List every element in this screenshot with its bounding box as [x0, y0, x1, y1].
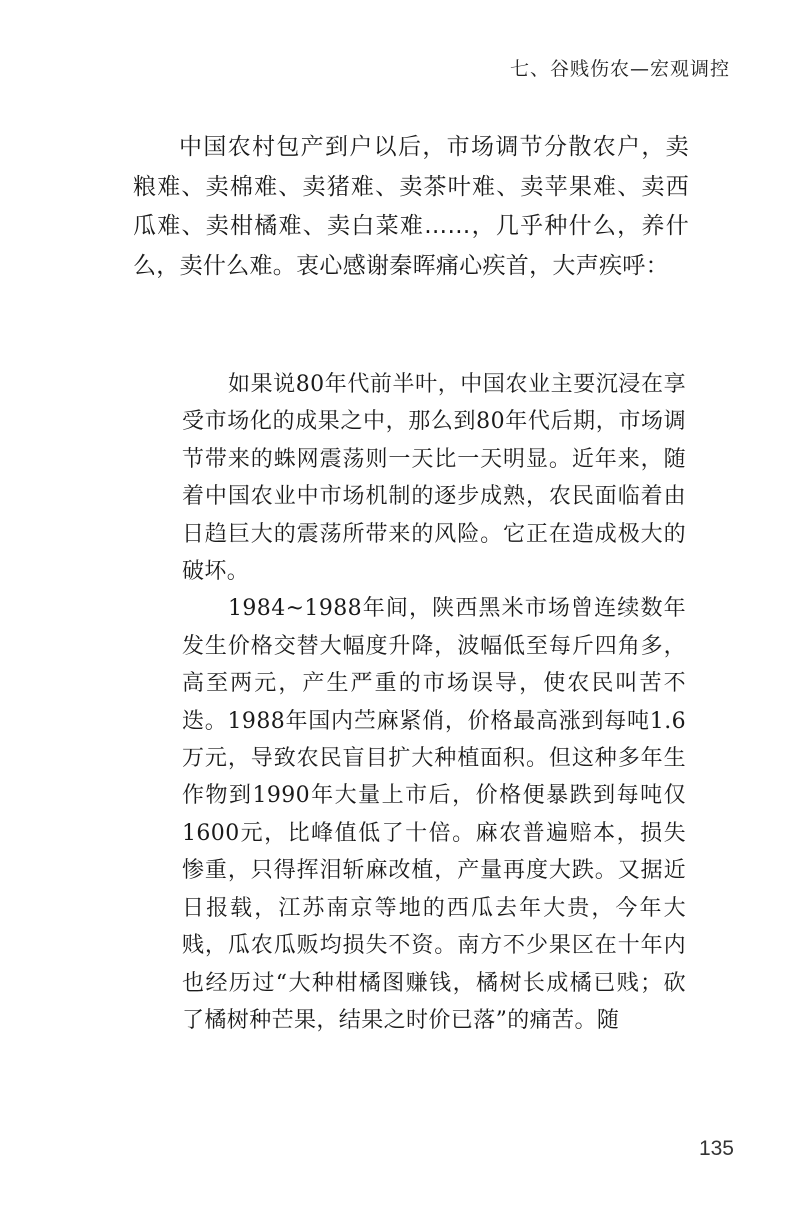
quote-paragraph-2: 1984~1988年间，陕西黑米市场曾连续数年发生价格交替大幅度升降，波幅低至每斤四角多，高至两元，产生严重的市场误导，使农民叫苦不迭。1988年国内苎麻紧俏，价格最高涨到每吨1.6万元，导致农民盲目扩大种植面积。但这种多年生作物到1990年大量上市后，价格便暴跌到每吨仅1600元，比峰值低了十倍。麻农普遍赔本，损失惨重，只得挥泪斩麻改植，产量再度大跌。又据近日报载，江苏南京等地的西瓜去年大贵，今年大贱，瓜农瓜贩均损失不资。南方不少果区在十年内也经历过“大种柑橘图赚钱，橘树长成橘已贱；砍了橘树种芒果，结果之时价已落”的痛苦。随	[182, 596, 686, 1033]
page-number: 135	[698, 1137, 734, 1160]
block-quote	[182, 366, 686, 1039]
running-header: 七、谷贱伤农—宏观调控	[509, 58, 730, 80]
intro-paragraph: 中国农村包产到户以后，市场调节分散农户，卖粮难、卖棉难、卖猪难、卖茶叶难、卖苹果难、卖西瓜难、卖柑橘难、卖白菜难……，几乎种什么，养什么，卖什么难。衷心感谢秦晖痛心疾首，大声疾呼：	[133, 134, 689, 279]
quote-paragraph-1: 如果说80年代前半叶，中国农业主要沉浸在享受市场化的成果之中，那么到80年代后期，市场调节带来的蛛网震荡则一天比一天明显。近年来，随着中国农业中市场机制的逐步成熟，农民面临着由日趋巨大的震荡所带来的风险。它正在造成极大的破坏。	[182, 372, 686, 585]
